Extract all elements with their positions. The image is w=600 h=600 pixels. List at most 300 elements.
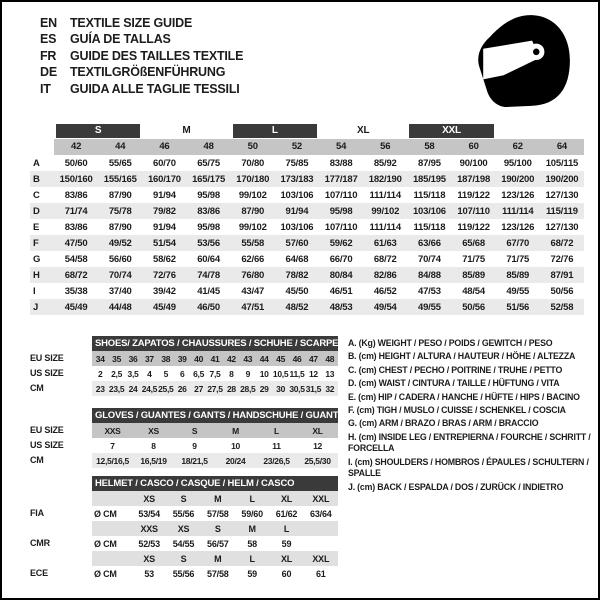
size-cell: 54/58 — [64, 253, 88, 265]
shoes-cell: 13 — [325, 368, 335, 379]
shoes-label-cm: CM — [30, 383, 44, 393]
size-cell: 57/60 — [285, 237, 309, 249]
shoes-cell: 31,5 — [305, 383, 322, 394]
size-group-xxl: XXL — [409, 124, 493, 138]
size-cell: 79/82 — [153, 205, 176, 217]
size-cell: 49/55 — [418, 301, 441, 313]
size-row-g — [30, 251, 584, 267]
helmet-label-spacer — [30, 491, 92, 506]
size-row-a — [30, 155, 584, 171]
helmet-size-header-cell: S — [180, 553, 187, 564]
size-cell: 115/118 — [413, 189, 446, 201]
size-cell: 65/75 — [197, 157, 220, 169]
size-cell: 50/56 — [550, 285, 574, 297]
size-cell: 49/52 — [108, 237, 132, 249]
size-cell: 50/60 — [64, 157, 88, 169]
helmet-value-cell: 59 — [247, 568, 257, 579]
size-cell: 185/195 — [412, 173, 446, 185]
shoes-cell: 27 — [194, 383, 204, 394]
size-cell: 37/40 — [108, 285, 132, 297]
size-cell: 64/68 — [285, 253, 309, 265]
size-cell: 107/110 — [324, 189, 358, 201]
helmet-row-sizes-4 — [92, 551, 338, 566]
shoes-cell: 6,5 — [193, 368, 205, 379]
size-cell: 103/106 — [280, 189, 314, 201]
legend-item-i-: I. (cm) SHOULDERS / HOMBROS / ÉPAULES / SCHULTERN / SPALLE — [348, 456, 589, 479]
size-group-m: M — [182, 125, 191, 136]
shoes-cell: 40 — [194, 353, 204, 364]
size-cell: 74/78 — [197, 269, 220, 281]
shoes-row-cm — [92, 381, 338, 396]
size-cell: 160/170 — [147, 173, 181, 185]
helmet-row-sizes-2 — [92, 521, 338, 536]
size-cell: 84/88 — [418, 269, 441, 281]
language-code: EN — [40, 16, 57, 30]
shoes-cell: 7,5 — [209, 368, 221, 379]
size-col-62: 62 — [496, 139, 540, 155]
helmet-row-fia — [92, 506, 338, 521]
helmet-size-header-cell: M — [214, 493, 222, 504]
helmet-size-header-cell: XXS — [140, 523, 158, 534]
textile-size-table — [30, 122, 584, 315]
helmet-size-header-cell: L — [283, 523, 290, 534]
gloves-cell: 20/24 — [225, 455, 246, 466]
helmet-size-header-cell: XL — [280, 553, 293, 564]
gloves-label-cm: CM — [30, 455, 44, 465]
gloves-cell: 11 — [272, 440, 281, 451]
shoes-table — [92, 336, 338, 396]
legend-item-g-: G. (cm) ARM / BRAZO / BRAS / ARM / BRACCIO — [348, 418, 539, 429]
row-label: I — [33, 285, 36, 297]
helmet-value-cell: 53 — [144, 568, 154, 579]
row-label: E — [33, 221, 40, 233]
size-cell: 182/190 — [368, 173, 402, 185]
size-cell: 48/53 — [329, 301, 353, 313]
helmet-size-header-cell: M — [214, 553, 222, 564]
size-cell: 115/119 — [545, 205, 578, 217]
legend-item-h-: H. (cm) INSIDE LEG / ENTREPIERNA / FOURCHE / SCHRITT / FORCELLA — [348, 431, 591, 454]
size-cell: 95/98 — [329, 205, 353, 217]
size-cell: 68/72 — [550, 237, 574, 249]
size-cell: 99/102 — [238, 221, 267, 233]
helmet-unit-label: Ø CM — [94, 538, 117, 549]
size-cell: 45/49 — [153, 301, 176, 313]
helmet-value-cell: 52/53 — [138, 538, 160, 549]
helmet-value-cell: 61 — [316, 568, 326, 579]
language-title: GUIDE DES TAILLES TEXTILE — [70, 48, 244, 63]
gloves-cell: 9 — [192, 440, 197, 451]
language-code: ES — [40, 32, 57, 47]
size-header-row — [30, 139, 584, 155]
size-col-56: 56 — [363, 139, 407, 155]
size-cell: 52/58 — [550, 301, 574, 313]
helmet-unit-label: Ø CM — [94, 568, 117, 579]
language-row-en — [40, 15, 243, 31]
size-cell: 66/70 — [329, 253, 353, 265]
shoes-table-title: SHOES/ ZAPATOS / CHAUSSURES / SCHUHE / SCARPE — [92, 336, 338, 351]
shoes-row-eu-size — [92, 351, 338, 366]
size-cell: 190/200 — [545, 173, 579, 185]
legend-item-e-: E. (cm) HIP / CADERA / HANCHE / HÜFTE / HIPS / BACINO — [348, 391, 580, 402]
size-cell: 190/200 — [501, 173, 535, 185]
size-cell: 46/51 — [329, 285, 353, 297]
gloves-row-us-size — [92, 438, 338, 453]
size-cell: 111/114 — [369, 221, 401, 233]
size-cell: 47/53 — [418, 285, 441, 297]
size-cell: 61/63 — [373, 237, 397, 249]
helmet-value-cell: 55/56 — [172, 508, 195, 519]
size-cell: 72/76 — [153, 269, 176, 281]
size-cell: 76/80 — [241, 269, 265, 281]
size-col-48: 48 — [187, 139, 231, 155]
helmet-value-cell: 59 — [281, 538, 292, 549]
size-cell: 48/54 — [462, 285, 485, 297]
size-cell: 68/72 — [373, 253, 397, 265]
gloves-label-us-size: US SIZE — [30, 440, 64, 450]
language-title: GUÍA DE TALLAS — [70, 32, 171, 47]
gloves-cell: 16,5/19 — [140, 455, 167, 466]
row-label: A — [33, 157, 40, 169]
gloves-cell: XL — [312, 425, 323, 436]
helmet-value-cell: 61/62 — [275, 508, 298, 519]
legend-item-j-: J. (cm) BACK / ESPALDA / DOS / ZURÜCK / INDIETRO — [348, 481, 564, 492]
language-title: GUIDA ALLE TAGLIE TESSILI — [70, 81, 240, 96]
size-cell: 150/160 — [59, 173, 93, 185]
size-cell: 51/54 — [153, 237, 176, 249]
size-cell: 78/82 — [285, 269, 309, 281]
shoes-cell: 23,5 — [108, 383, 125, 394]
helmet-size-section — [30, 476, 338, 581]
shoes-cell: 8 — [229, 368, 234, 379]
helmet-value-cell: 56/57 — [207, 538, 229, 549]
size-cell: 45/50 — [285, 285, 309, 297]
size-cell: 87/90 — [241, 205, 265, 217]
size-cell: 58/62 — [153, 253, 176, 265]
size-cell: 53/56 — [197, 237, 220, 249]
size-cell: 91/94 — [153, 189, 176, 201]
size-cell: 83/86 — [64, 221, 88, 233]
size-cell: 82/86 — [373, 269, 397, 281]
shoes-cell: 6 — [179, 368, 185, 379]
helmet-value-cell: 57/58 — [207, 508, 229, 519]
size-cell: 55/65 — [108, 157, 132, 169]
size-cell: 49/54 — [373, 301, 397, 313]
shoes-cell: 28,5 — [240, 383, 256, 394]
gloves-row-labels — [30, 408, 92, 468]
gloves-cell: XS — [148, 425, 159, 436]
shoes-cell: 3,5 — [127, 368, 139, 379]
size-cell: 119/122 — [457, 221, 490, 233]
gloves-cell: XXS — [104, 425, 121, 436]
legend-item-b-: B. (cm) HEIGHT / ALTURA / HAUTEUR / HÖHE / ALTEZZA — [348, 351, 576, 362]
language-title: TEXTILGRÖßENFÜHRUNG — [70, 65, 226, 80]
legend-item-c-: C. (cm) CHEST / PECHO / POITRINE / TRUHE / PETTO — [348, 364, 563, 375]
legend-item-a-: A. (Kg) WEIGHT / PESO / POIDS / GEWITCH / PESO — [348, 338, 553, 348]
shoes-cell: 48 — [325, 353, 335, 364]
helmet-size-header-cell: M — [248, 523, 256, 534]
row-label: H — [33, 269, 40, 281]
shoes-cell: 39 — [177, 353, 187, 364]
shoes-cell: 24,5 — [141, 383, 158, 394]
shoes-cell: 27,5 — [207, 383, 223, 394]
size-cell: 119/122 — [457, 189, 490, 201]
size-cell: 46/50 — [197, 301, 220, 313]
shoes-cell: 9 — [245, 368, 250, 379]
shoes-cell: 26 — [177, 383, 187, 394]
gloves-cell: M — [232, 425, 239, 436]
helmet-table — [92, 476, 338, 581]
helmet-size-header-cell: XL — [280, 493, 293, 504]
gloves-cell: L — [274, 425, 279, 436]
gloves-table — [92, 408, 341, 468]
language-row-es — [40, 31, 243, 47]
helmet-size-header-cell: S — [214, 523, 221, 534]
shoes-label-eu-size: EU SIZE — [30, 353, 64, 363]
size-cell: 170/180 — [236, 173, 270, 185]
size-cell: 83/86 — [197, 205, 220, 217]
size-col-60: 60 — [452, 139, 496, 155]
size-cell: 87/91 — [550, 269, 574, 281]
size-cell: 111/114 — [369, 189, 401, 201]
shoes-cell: 46 — [292, 353, 302, 364]
size-cell: 75/85 — [285, 157, 309, 169]
shoes-cell: 36 — [128, 353, 138, 364]
size-cell: 127/130 — [545, 221, 579, 233]
language-title-block — [40, 15, 243, 97]
gloves-label-eu-size: EU SIZE — [30, 425, 64, 435]
gloves-table-title: GLOVES / GUANTES / GANTS / HANDSCHUHE / GUANTI — [92, 408, 338, 423]
size-cell: 71/75 — [506, 253, 530, 265]
shoes-cell: 2 — [97, 368, 103, 379]
size-group-row — [30, 122, 584, 139]
helmet-table-title: HELMET / CASCO / CASQUE / HELM / CASCO — [92, 476, 338, 491]
gloves-cell: 12,5/16,5 — [96, 455, 129, 466]
size-cell: 95/100 — [503, 157, 532, 169]
language-row-it — [40, 81, 243, 97]
row-label: C — [33, 189, 40, 201]
size-cell: 111/114 — [502, 205, 534, 217]
size-cell: 70/74 — [418, 253, 441, 265]
shoes-cell: 45 — [276, 353, 286, 364]
helmet-value-cell: 58 — [247, 538, 257, 549]
size-cell: 85/89 — [462, 269, 485, 281]
size-cell: 165/175 — [192, 173, 226, 185]
size-cell: 95/98 — [197, 189, 220, 201]
gloves-cell: 18/21,5 — [181, 455, 208, 466]
size-cell: 65/68 — [462, 237, 485, 249]
size-row-h — [30, 267, 584, 283]
gloves-cell: S — [191, 425, 198, 436]
helmet-size-header-cell: XXL — [312, 493, 330, 504]
size-row-e — [30, 219, 584, 235]
size-cell: 85/92 — [373, 157, 397, 169]
size-cell: 115/118 — [413, 221, 446, 233]
size-row-f — [30, 235, 584, 251]
size-cell: 43/47 — [241, 285, 265, 297]
size-cell: 91/94 — [153, 221, 176, 233]
helmet-row-ece — [92, 566, 338, 581]
helmet-value-cell: 60 — [281, 568, 292, 579]
shoes-row-labels — [30, 336, 92, 396]
measurement-legend — [348, 338, 596, 495]
size-col-46: 46 — [142, 139, 186, 155]
shoes-cell: 4 — [147, 368, 152, 379]
size-row-i — [30, 283, 584, 299]
shoes-cell: 10,5 — [272, 368, 289, 379]
helmet-value-cell: 53/54 — [138, 508, 160, 519]
size-col-44: 44 — [98, 139, 142, 155]
size-col-42: 42 — [54, 139, 98, 155]
row-label: G — [33, 253, 41, 265]
language-row-fr — [40, 48, 243, 64]
size-cell: 107/110 — [457, 205, 490, 217]
size-row-d — [30, 203, 584, 219]
helmet-value-cell: 57/58 — [207, 568, 229, 579]
racing-helmet-icon — [470, 10, 578, 112]
helmet-size-header-cell: S — [180, 493, 187, 504]
size-cell: 90/100 — [459, 157, 488, 169]
size-cell: 71/74 — [64, 205, 88, 217]
helmet-label-spacer — [30, 521, 92, 536]
size-cell: 123/126 — [501, 189, 535, 201]
size-cell: 91/94 — [285, 205, 309, 217]
size-col-50: 50 — [231, 139, 275, 155]
size-col-52: 52 — [275, 139, 319, 155]
shoes-cell: 35 — [112, 353, 122, 364]
shoes-cell: 43 — [243, 353, 253, 364]
legend-item-f-: F. (cm) TIGH / MUSLO / CUISSE / SCHENKEL / COSCIA — [348, 404, 566, 415]
helmet-row-sizes-0 — [92, 491, 338, 506]
helmet-size-header-cell: XS — [177, 523, 190, 534]
size-cell: 67/70 — [506, 237, 530, 249]
shoes-cell: 12 — [308, 368, 318, 379]
size-cell: 105/115 — [545, 157, 579, 169]
size-cell: 107/110 — [324, 221, 358, 233]
shoes-cell: 37 — [144, 353, 154, 364]
shoes-cell: 11,5 — [289, 368, 305, 379]
shoes-label-us-size: US SIZE — [30, 368, 64, 378]
shoes-cell: 2,5 — [111, 368, 123, 379]
gloves-size-section — [30, 408, 341, 468]
size-group-xl: XL — [356, 125, 370, 136]
size-cell: 35/38 — [64, 285, 88, 297]
helmet-value-cell: 55/56 — [172, 568, 195, 579]
helmet-label-spacer — [30, 551, 92, 566]
shoes-cell: 47 — [308, 353, 318, 364]
size-cell: 49/55 — [506, 285, 530, 297]
gloves-cell: 25,5/30 — [304, 455, 331, 466]
size-cell: 123/126 — [501, 221, 535, 233]
size-cell: 95/98 — [197, 221, 220, 233]
legend-item-d-: D. (cm) WAIST / CINTURA / TAILLE / HÜFTUNG / VITA — [348, 378, 560, 389]
size-cell: 46/52 — [373, 285, 397, 297]
size-cell: 99/102 — [371, 205, 400, 217]
helmet-value-cell: 54/55 — [172, 538, 195, 549]
language-row-de — [40, 64, 243, 80]
size-cell: 87/95 — [418, 157, 441, 169]
helmet-size-header-cell: L — [249, 493, 255, 504]
size-cell: 87/90 — [108, 221, 132, 233]
size-col-64: 64 — [540, 139, 584, 155]
shoes-cell: 41 — [210, 353, 220, 364]
size-cell: 44/48 — [108, 301, 132, 313]
shoes-row-us-size — [92, 366, 338, 381]
helmet-row-labels — [30, 476, 92, 581]
helmet-size-header-cell: XS — [143, 493, 155, 504]
gloves-row-eu-size — [92, 423, 338, 438]
shoes-size-section — [30, 336, 338, 396]
size-cell: 70/74 — [108, 269, 132, 281]
shoes-cell: 23 — [95, 383, 105, 394]
size-cell: 45/49 — [64, 301, 88, 313]
size-cell: 99/102 — [238, 189, 267, 201]
size-cell: 177/187 — [324, 173, 358, 185]
size-cell: 55/58 — [241, 237, 265, 249]
shoes-cell: 30,5 — [289, 383, 305, 394]
size-cell: 41/45 — [197, 285, 220, 297]
shoes-cell: 25,5 — [158, 383, 174, 394]
gloves-cell: 12 — [313, 440, 322, 451]
helmet-size-header-cell: XXL — [312, 553, 330, 564]
helmet-label-fia: FIA — [30, 508, 44, 518]
gloves-row-cm — [92, 453, 338, 468]
language-code: DE — [40, 65, 57, 80]
size-cell: 127/130 — [545, 189, 579, 201]
size-cell: 59/62 — [329, 237, 353, 249]
shoes-cell: 30 — [276, 383, 286, 394]
language-code: IT — [40, 81, 51, 96]
size-row-b — [30, 171, 584, 187]
shoes-cell: 32 — [325, 383, 335, 394]
size-cell: 47/51 — [241, 301, 265, 313]
helmet-size-header-cell: XS — [143, 553, 155, 564]
size-cell: 50/56 — [462, 301, 485, 313]
shoes-cell: 28 — [226, 383, 236, 394]
gloves-cell: 8 — [151, 440, 156, 451]
gloves-cell: 7 — [110, 440, 115, 451]
size-cell: 62/66 — [241, 253, 265, 265]
size-cell: 56/60 — [108, 253, 132, 265]
size-cell: 48/52 — [285, 301, 309, 313]
helmet-label-ece: ECE — [30, 568, 48, 578]
helmet-label-cmr: CMR — [30, 538, 50, 548]
shoes-cell: 24 — [128, 383, 138, 394]
size-cell: 51/56 — [506, 301, 530, 313]
size-cell: 47/50 — [64, 237, 88, 249]
size-cell: 80/84 — [329, 269, 353, 281]
size-cell: 70/80 — [241, 157, 265, 169]
row-label: F — [33, 237, 39, 249]
size-col-54: 54 — [319, 139, 363, 155]
size-cell: 85/89 — [506, 269, 530, 281]
shoes-cell: 44 — [259, 353, 269, 364]
row-label: D — [33, 205, 40, 217]
size-col-58: 58 — [407, 139, 451, 155]
size-cell: 72/76 — [550, 253, 574, 265]
row-label: B — [33, 173, 40, 185]
size-cell: 187/198 — [457, 173, 491, 185]
size-header-spacer — [30, 139, 54, 155]
gloves-cell: 10 — [231, 440, 240, 451]
size-cell: 60/64 — [197, 253, 220, 265]
helmet-size-header-cell: L — [249, 553, 255, 564]
size-cell: 71/75 — [462, 253, 485, 265]
helmet-row-cmr — [92, 536, 338, 551]
size-row-j — [30, 299, 584, 315]
size-cell: 83/88 — [329, 157, 353, 169]
shoes-cell: 29 — [259, 383, 269, 394]
shoes-cell: 42 — [226, 353, 236, 364]
